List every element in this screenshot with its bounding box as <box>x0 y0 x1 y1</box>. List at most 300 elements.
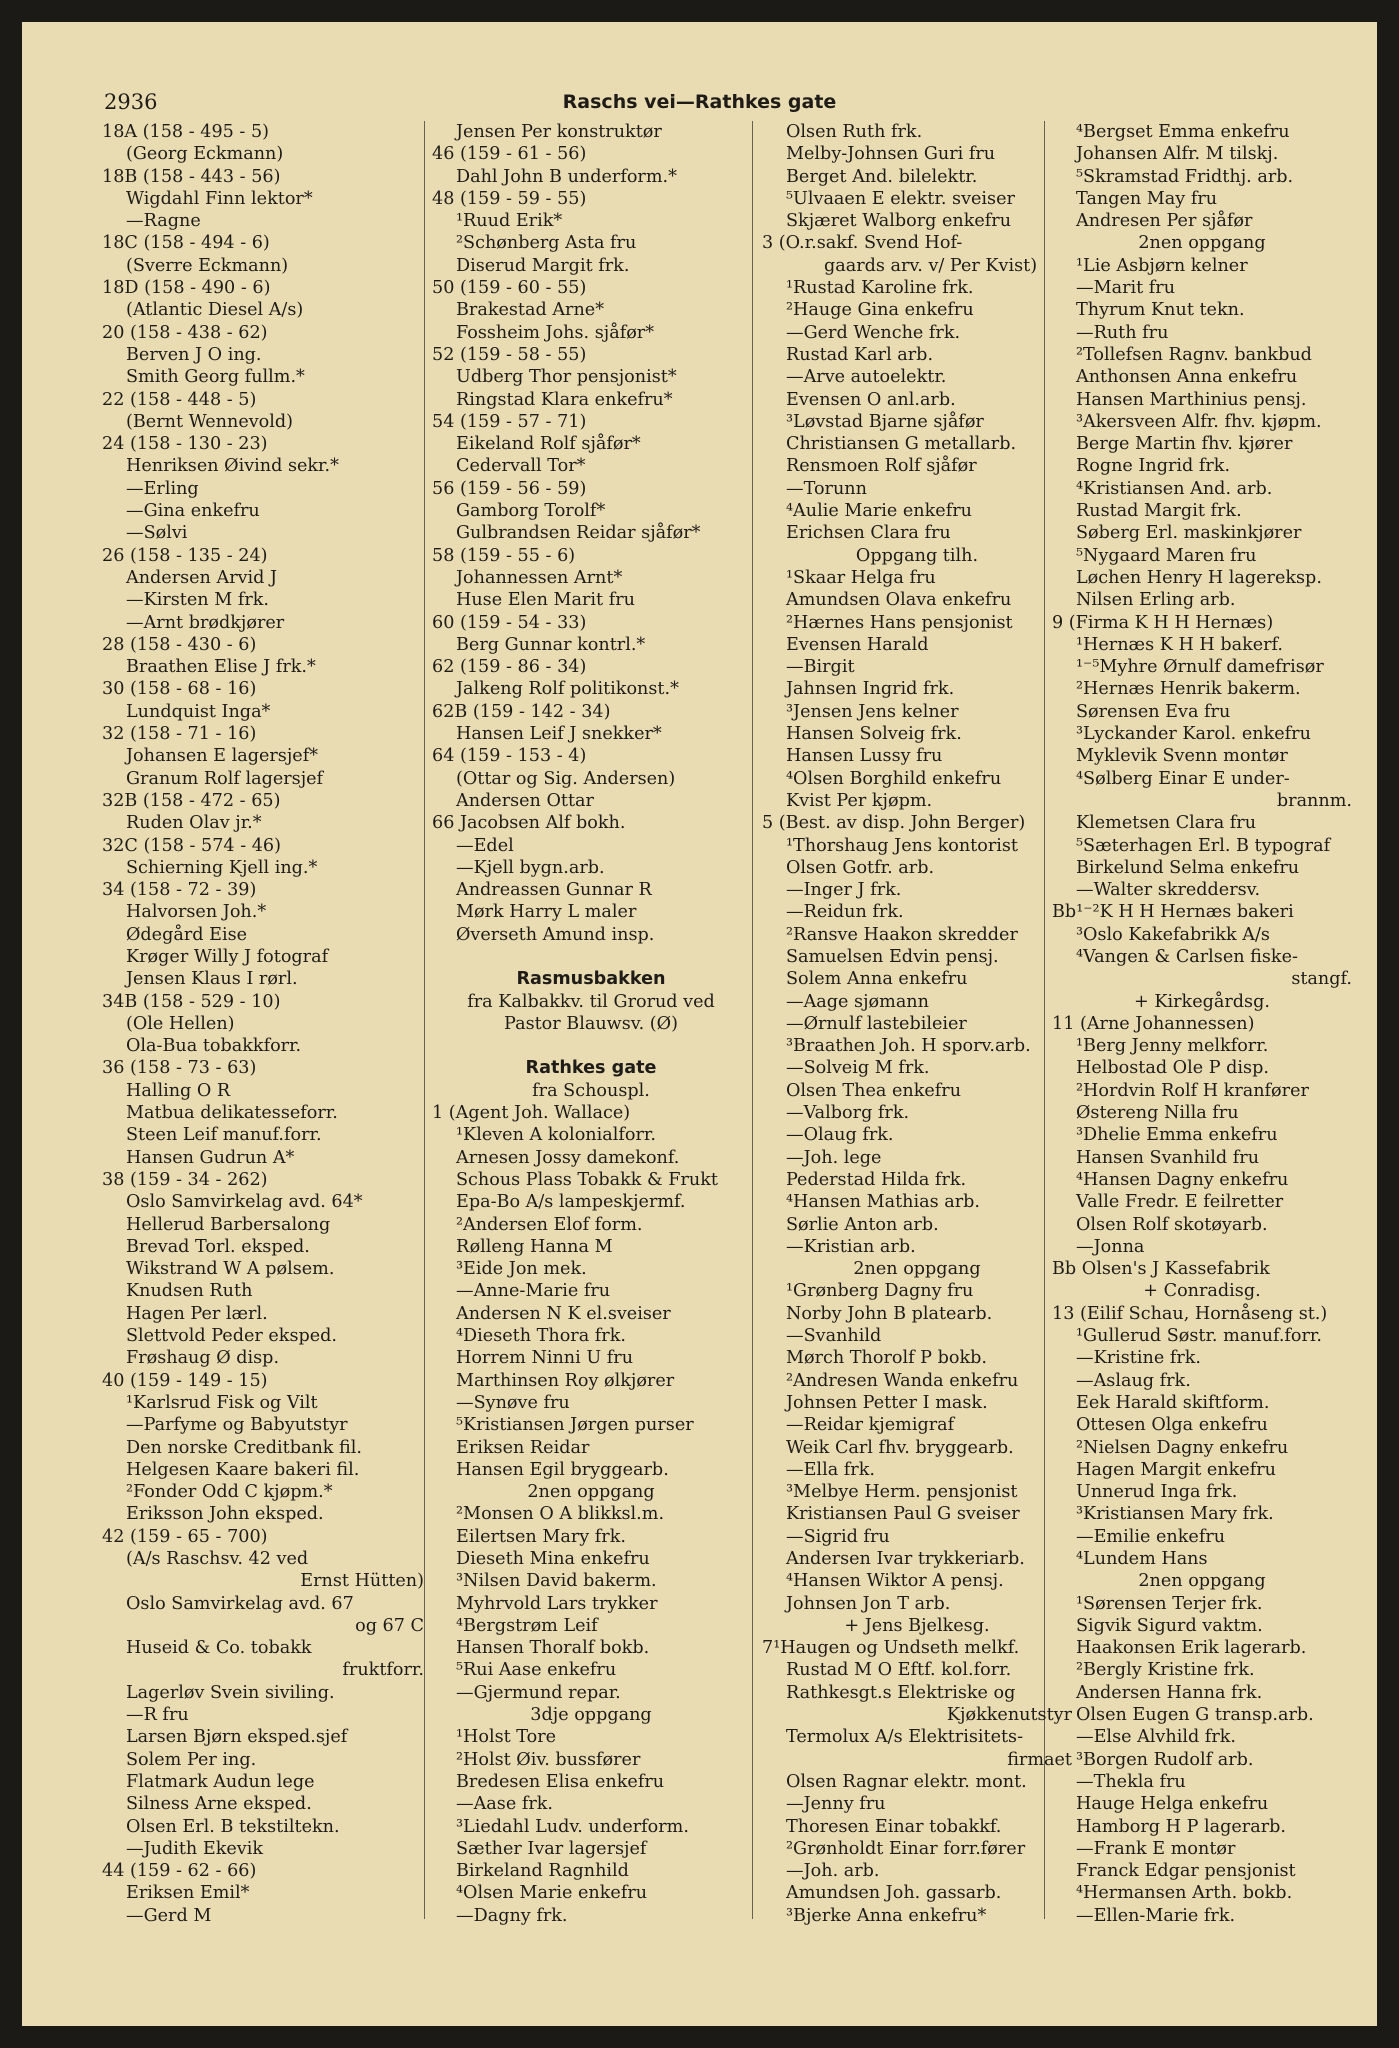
directory-line: Øverseth Amund insp. <box>456 924 655 945</box>
directory-line: Rølleng Hanna M <box>456 1236 613 1257</box>
directory-line: ²Grønholdt Einar forr.fører <box>786 1838 1026 1859</box>
directory-line: Myklevik Svenn montør <box>1076 746 1288 767</box>
directory-line: Dieseth Mina enkefru <box>456 1549 650 1569</box>
directory-line: ³Jensen Jens kelner <box>786 701 959 722</box>
directory-line: ¹Kleven A kolonialforr. <box>456 1125 656 1146</box>
directory-line: Andersen Ottar <box>456 790 594 811</box>
address-entry: 18D (158 - 490 - 6) <box>102 278 271 299</box>
directory-line: Eikeland Rolf sjåfør* <box>456 434 641 455</box>
directory-line: Schierning Kjell ing.* <box>126 857 318 878</box>
directory-line: —Ellen-Marie frk. <box>1076 1905 1236 1926</box>
directory-line: ⁵Sæterhagen Erl. B typograf <box>1076 835 1331 856</box>
directory-line: og 67 C <box>355 1615 424 1636</box>
street-heading: Rasmusbakken <box>516 969 666 990</box>
directory-line: Anthonsen Anna enkefru <box>1076 367 1298 388</box>
directory-line: Ola-Bua tobakkforr. <box>126 1036 302 1057</box>
directory-line: Oslo Samvirkelag avd. 64* <box>126 1192 363 1213</box>
directory-line: Halvorsen Joh.* <box>126 902 267 923</box>
directory-line: —Svanhild <box>786 1326 882 1347</box>
directory-line: ⁵Skramstad Fridthj. arb. <box>1076 166 1294 187</box>
address-entry: 7¹Haugen og Undseth melkf. <box>762 1638 1020 1659</box>
directory-line: —Thekla fru <box>1076 1771 1186 1792</box>
directory-line: 2nen oppgang <box>1138 233 1266 254</box>
directory-line: ⁴Lundem Hans <box>1076 1549 1208 1569</box>
directory-line: —Jonna <box>1076 1236 1145 1257</box>
directory-line: Johannessen Arnt* <box>456 567 623 588</box>
directory-line: fruktforr. <box>342 1660 424 1681</box>
directory-line: ²Holst Øiv. bussfører <box>456 1749 641 1770</box>
address-entry: 26 (158 - 135 - 24) <box>102 545 268 566</box>
directory-line: ¹Lie Asbjørn kelner <box>1076 255 1248 276</box>
directory-line: Matbua delikatesseforr. <box>126 1103 338 1124</box>
directory-line: —Arnt brødkjører <box>126 612 285 633</box>
directory-line: Solem Anna enkefru <box>786 969 968 990</box>
directory-line: —Dagny frk. <box>456 1905 568 1926</box>
directory-line: 3dje oppgang <box>530 1705 652 1726</box>
directory-line: Larsen Bjørn eksped.sjef <box>126 1727 348 1748</box>
column-1 <box>102 121 424 1927</box>
directory-line: (Atlantic Diesel A/s) <box>126 300 304 321</box>
directory-line: ²Nielsen Dagny enkefru <box>1076 1437 1289 1458</box>
directory-line: ²Andresen Wanda enkefru <box>786 1370 1019 1391</box>
address-entry: 60 (159 - 54 - 33) <box>432 612 587 633</box>
address-entry: 64 (159 - 153 - 4) <box>432 746 587 767</box>
directory-line: —Sigrid fru <box>786 1526 890 1547</box>
directory-line: —Kristine frk. <box>1076 1348 1202 1369</box>
directory-line: Olsen Erl. B tekstiltekn. <box>126 1816 340 1837</box>
directory-line: Weik Carl fhv. bryggearb. <box>786 1437 1014 1458</box>
directory-line: Udberg Thor pensjonist* <box>456 367 677 388</box>
directory-line: Kjøkkenutstyr <box>946 1705 1072 1726</box>
directory-line: Steen Leif manuf.forr. <box>126 1125 322 1146</box>
directory-line: —Solveig M frk. <box>786 1058 930 1079</box>
directory-line: Olsen Ragnar elektr. mont. <box>786 1771 1027 1792</box>
directory-line: Birkeland Ragnhild <box>456 1861 629 1882</box>
directory-line: Silness Arne eksped. <box>126 1794 312 1815</box>
address-entry: 46 (159 - 61 - 56) <box>432 144 587 165</box>
directory-line: ⁵Kristiansen Jørgen purser <box>456 1415 694 1436</box>
address-entry: 30 (158 - 68 - 16) <box>102 679 257 700</box>
directory-line: ¹Skaar Helga fru <box>786 567 936 588</box>
directory-line: ⁴Hermansen Arth. bokb. <box>1076 1883 1293 1904</box>
address-entry: 50 (159 - 60 - 55) <box>432 278 587 299</box>
directory-line: —Synøve fru <box>456 1392 570 1413</box>
directory-line: Wikstrand W A pølsem. <box>126 1259 335 1280</box>
directory-line: Hansen Svanhild fru <box>1076 1147 1260 1168</box>
column-3 <box>762 121 1072 1927</box>
directory-line: Berg Gunnar kontrl.* <box>456 634 646 655</box>
directory-line: Epa-Bo A/s lampeskjermf. <box>456 1192 686 1213</box>
directory-line: —R fru <box>126 1705 189 1726</box>
directory-line: ¹Grønberg Dagny fru <box>786 1281 974 1302</box>
address-entry: Bb¹⁻²K H H Hernæs bakeri <box>1052 902 1294 923</box>
directory-line: ⁴Bergstrøm Leif <box>456 1615 598 1636</box>
directory-line: —Aase frk. <box>456 1794 553 1815</box>
directory-line: Sørensen Eva fru <box>1076 701 1231 722</box>
directory-line: —Joh. lege <box>786 1147 882 1168</box>
directory-line: Norby John B platearb. <box>786 1303 993 1324</box>
directory-line: Brakestad Arne* <box>456 300 605 321</box>
directory-line: —Anne-Marie fru <box>456 1281 611 1302</box>
directory-line: ³Løvstad Bjarne sjåfør <box>786 411 984 432</box>
directory-line: Hagen Per lærl. <box>126 1303 268 1324</box>
directory-line: Ottesen Olga enkefru <box>1076 1415 1268 1436</box>
directory-line: ⁴Hansen Dagny enkefru <box>1076 1169 1289 1190</box>
address-entry: 24 (158 - 130 - 23) <box>102 434 268 455</box>
directory-line: Berget And. bilelektr. <box>786 166 978 187</box>
address-entry: 52 (159 - 58 - 55) <box>432 344 587 365</box>
directory-line: Rustad Margit frk. <box>1076 501 1242 522</box>
directory-line: Jensen Per konstruktør <box>456 122 662 142</box>
directory-line: ³Eide Jon mek. <box>456 1259 587 1280</box>
address-entry: 32C (158 - 574 - 46) <box>102 835 281 856</box>
directory-line: Arnesen Jossy damekonf. <box>456 1147 680 1168</box>
directory-line: Franck Edgar pensjonist <box>1076 1861 1296 1882</box>
directory-line: Klemetsen Clara fru <box>1076 813 1257 834</box>
directory-line: ²Hærnes Hans pensjonist <box>786 612 1013 633</box>
directory-line: ²Andersen Elof form. <box>456 1214 643 1235</box>
address-entry: 56 (159 - 56 - 59) <box>432 478 587 499</box>
directory-line: Birkelund Selma enkefru <box>1076 857 1300 878</box>
directory-line: Evensen O anl.arb. <box>786 389 956 410</box>
directory-line: Østereng Nilla fru <box>1076 1103 1239 1124</box>
directory-line: —Frank E montør <box>1076 1838 1236 1859</box>
directory-line: + Conradisg. <box>1143 1281 1261 1302</box>
page-header: Raschs vei—Rathkes gate <box>562 91 837 113</box>
address-entry: 54 (159 - 57 - 71) <box>432 411 587 432</box>
directory-line: Oslo Samvirkelag avd. 67 <box>126 1593 354 1614</box>
directory-line: ³Liedahl Ludv. underform. <box>456 1816 689 1837</box>
directory-line: Flatmark Audun lege <box>126 1771 315 1792</box>
directory-line: ¹Sørensen Terjer frk. <box>1076 1593 1263 1614</box>
directory-line: Smith Georg fullm.* <box>126 367 305 388</box>
directory-line: Søberg Erl. maskinkjører <box>1076 523 1302 544</box>
directory-line: —Judith Ekevik <box>126 1838 264 1859</box>
address-entry: 18B (158 - 443 - 56) <box>102 166 281 187</box>
directory-line: ¹⁻⁵Myhre Ørnulf damefrisør <box>1076 657 1324 678</box>
directory-line: brannm. <box>1276 790 1352 811</box>
address-entry: 62B (159 - 142 - 34) <box>432 701 611 722</box>
directory-line: Marthinsen Roy ølkjører <box>456 1370 675 1391</box>
directory-line: 2nen oppgang <box>527 1482 655 1503</box>
directory-line: —Ørnulf lastebileier <box>786 1013 967 1034</box>
directory-line: stangf. <box>1291 969 1352 990</box>
directory-line: Hellerud Barbersalong <box>126 1214 331 1235</box>
directory-line: ²Bergly Kristine frk. <box>1076 1660 1255 1681</box>
directory-line <box>432 1035 750 1057</box>
directory-line: ¹Rustad Karoline frk. <box>786 278 974 299</box>
directory-line: Olsen Gotfr. arb. <box>786 857 935 878</box>
directory-line: Evensen Harald <box>786 634 929 655</box>
directory-line: —Inger J frk. <box>786 880 902 901</box>
directory-line: ²Monsen O A blikksl.m. <box>456 1504 665 1525</box>
directory-line: Kristiansen Paul G sveiser <box>786 1504 1020 1525</box>
directory-line: —Gina enkefru <box>126 501 260 522</box>
column-rule <box>752 121 753 1919</box>
directory-line: ²Hauge Gina enkefru <box>786 300 974 321</box>
directory-line: —Ella frk. <box>786 1459 875 1480</box>
directory-line: Eriksen Reidar <box>456 1437 590 1458</box>
directory-line: Pastor Blauwsv. (Ø) <box>504 1013 678 1034</box>
directory-line: Eek Harald skiftform. <box>1076 1392 1270 1413</box>
directory-line: Rogne Ingrid frk. <box>1076 456 1231 477</box>
directory-line: Hansen Solveig frk. <box>786 724 962 745</box>
directory-line: ³Lyckander Karol. enkefru <box>1076 724 1311 745</box>
directory-line: —Reidun frk. <box>786 902 904 923</box>
address-entry: 32 (158 - 71 - 16) <box>102 724 257 745</box>
directory-line: —Arve autoelektr. <box>786 367 947 388</box>
directory-line: Henriksen Øivind sekr.* <box>126 456 339 477</box>
directory-line: Den norske Creditbank fil. <box>126 1437 363 1458</box>
directory-line: ¹Gullerud Søstr. manuf.forr. <box>1076 1326 1323 1347</box>
directory-line: —Valborg frk. <box>786 1103 910 1124</box>
directory-line: ⁴Olsen Marie enkefru <box>456 1883 648 1904</box>
directory-line: ¹Hernæs K H H bakerf. <box>1076 634 1284 655</box>
directory-line: (Georg Eckmann) <box>126 144 284 165</box>
directory-line: Andersen Arvid J <box>126 567 278 588</box>
directory-line: ⁵Nygaard Maren fru <box>1076 545 1257 566</box>
directory-line: Horrem Ninni U fru <box>456 1348 634 1369</box>
directory-line: Sigvik Sigurd vaktm. <box>1076 1615 1263 1636</box>
directory-line: Jalkeng Rolf politikonst.* <box>456 679 679 700</box>
directory-line: Andersen Hanna frk. <box>1076 1682 1263 1703</box>
directory-line: ³Melbye Herm. pensjonist <box>786 1482 1018 1503</box>
street-heading: Rathkes gate <box>525 1058 657 1079</box>
directory-line: —Else Alvhild frk. <box>1076 1727 1236 1748</box>
directory-line: Myhrvold Lars trykker <box>456 1593 658 1614</box>
directory-line: Erichsen Clara fru <box>786 523 951 544</box>
directory-line: Huseid & Co. tobakk <box>126 1638 312 1659</box>
directory-line: Andresen Per sjåfør <box>1076 211 1253 232</box>
directory-line: —Walter skreddersv. <box>1076 880 1261 901</box>
directory-line: Brevad Torl. eksped. <box>126 1236 310 1257</box>
directory-line: ³Dhelie Emma enkefru <box>1076 1125 1278 1146</box>
address-entry: 9 (Firma K H H Hernæs) <box>1052 612 1274 633</box>
directory-line: Oppgang tilh. <box>855 545 979 566</box>
directory-line: —Erling <box>126 478 199 499</box>
directory-line: Termolux A/s Elektrisitets- <box>786 1727 1024 1748</box>
directory-line: Tangen May fru <box>1076 188 1218 209</box>
address-entry: 1 (Agent Joh. Wallace) <box>432 1103 631 1124</box>
address-entry: 58 (159 - 55 - 6) <box>432 545 576 566</box>
directory-line: Olsen Rolf skotøyarb. <box>1076 1214 1268 1235</box>
directory-line: —Gerd M <box>126 1905 212 1926</box>
directory-line <box>432 946 750 968</box>
directory-line: Knudsen Ruth <box>126 1281 253 1302</box>
directory-line: Johnsen Jon T arb. <box>786 1593 951 1614</box>
directory-line: Amundsen Olava enkefru <box>786 590 1012 611</box>
directory-line: ²Ransve Haakon skredder <box>786 924 1018 945</box>
directory-line: ¹Berg Jenny melkforr. <box>1076 1036 1269 1057</box>
directory-line: Skjæret Walborg enkefru <box>786 211 1012 232</box>
address-entry: 5 (Best. av disp. John Berger) <box>762 813 1026 834</box>
address-entry: 20 (158 - 438 - 62) <box>102 322 268 343</box>
directory-line: Eriksson John eksped. <box>126 1504 324 1525</box>
directory-line: —Aage sjømann <box>786 991 929 1012</box>
directory-line: —Emilie enkefru <box>1076 1526 1226 1547</box>
directory-line: Andersen Ivar trykkeriarb. <box>786 1549 1025 1569</box>
directory-line: Olsen Ruth frk. <box>786 122 923 142</box>
directory-line: ³Bjerke Anna enkefru* <box>786 1905 987 1926</box>
directory-line: ²Schønberg Asta fru <box>456 233 637 254</box>
directory-line: Thyrum Knut tekn. <box>1076 300 1245 321</box>
directory-line: Nilsen Erling arb. <box>1076 590 1236 611</box>
directory-line: ³Oslo Kakefabrikk A/s <box>1076 924 1270 945</box>
directory-line: ⁴Hansen Mathias arb. <box>786 1192 980 1213</box>
directory-line: Hansen Gudrun A* <box>126 1147 295 1168</box>
directory-page <box>22 22 1377 2026</box>
directory-line: Hamborg H P lagerarb. <box>1076 1816 1286 1837</box>
directory-line: Jensen Klaus I rørl. <box>126 969 298 990</box>
directory-line: Helgesen Kaare bakeri fil. <box>126 1459 360 1480</box>
directory-line: Eriksen Emil* <box>126 1883 250 1904</box>
address-entry: 44 (159 - 62 - 66) <box>102 1861 257 1882</box>
directory-line: Hansen Marthinius pensj. <box>1076 389 1307 410</box>
address-entry: 34B (158 - 529 - 10) <box>102 991 281 1012</box>
directory-line: Diserud Margit frk. <box>456 255 630 276</box>
column-4 <box>1052 121 1352 1927</box>
page-number: 2936 <box>104 90 158 114</box>
directory-line: Johansen E lagersjef* <box>126 746 319 767</box>
directory-line: Hansen Lussy fru <box>786 746 943 767</box>
address-entry: 3 (O.r.sakf. Svend Hof- <box>762 233 963 254</box>
directory-line: Cedervall Tor* <box>456 456 586 477</box>
directory-line: fra Schouspl. <box>532 1080 650 1101</box>
directory-line: ⁵Ulvaaen E elektr. sveiser <box>786 188 1015 209</box>
directory-line: ¹Thorshaug Jens kontorist <box>786 835 1018 856</box>
directory-line: Braathen Elise J frk.* <box>126 657 316 678</box>
directory-line: —Ruth fru <box>1076 322 1169 343</box>
directory-line: ⁴Vangen & Carlsen fiske- <box>1076 946 1298 967</box>
column-2 <box>432 121 750 1927</box>
directory-line: Lagerløv Svein siviling. <box>126 1682 335 1703</box>
address-entry: 18C (158 - 494 - 6) <box>102 233 270 254</box>
directory-line: Gamborg Torolf* <box>456 501 606 522</box>
directory-line: + Kirkegårdsg. <box>1134 991 1270 1012</box>
directory-line: Helbostad Ole P disp. <box>1076 1058 1269 1079</box>
directory-line: ⁴Dieseth Thora frk. <box>456 1326 626 1347</box>
directory-line: (Ole Hellen) <box>126 1013 235 1034</box>
address-entry: 32B (158 - 472 - 65) <box>102 790 281 811</box>
directory-line: Mørk Harry L maler <box>456 902 637 923</box>
directory-line: Mørch Thorolf P bokb. <box>786 1348 987 1369</box>
directory-line: ²Hordvin Rolf H kranfører <box>1076 1080 1309 1101</box>
directory-line: Andersen N K el.sveiser <box>456 1303 671 1324</box>
directory-line: ⁴Bergset Emma enkefru <box>1076 122 1290 142</box>
directory-line: Unnerud Inga frk. <box>1076 1482 1238 1503</box>
directory-line: Kvist Per kjøpm. <box>786 790 933 811</box>
directory-line: Rustad M O Eftf. kol.forr. <box>786 1660 1012 1681</box>
directory-line: Sæther Ivar lagersjef <box>456 1838 647 1859</box>
directory-line: Rensmoen Rolf sjåfør <box>786 456 977 477</box>
directory-line: Pederstad Hilda frk. <box>786 1169 967 1190</box>
directory-line: (Bernt Wennevold) <box>126 411 294 432</box>
address-entry: 13 (Eilif Schau, Hornåseng st.) <box>1052 1303 1328 1324</box>
directory-line: firmaet <box>1007 1749 1072 1770</box>
directory-line: fra Kalbakkv. til Grorud ved <box>467 991 715 1012</box>
directory-line: ⁵Rui Aase enkefru <box>456 1660 617 1681</box>
directory-line: —Sølvi <box>126 523 188 544</box>
directory-line: ³Borgen Rudolf arb. <box>1076 1749 1254 1770</box>
directory-line: Olsen Eugen G transp.arb. <box>1076 1705 1314 1726</box>
directory-line: Ødegård Eise <box>126 924 248 945</box>
directory-line: Eilertsen Mary frk. <box>456 1526 626 1547</box>
directory-line: Berge Martin fhv. kjører <box>1076 434 1293 455</box>
directory-line: —Joh. arb. <box>786 1861 880 1882</box>
directory-line: Schous Plass Tobakk & Frukt <box>456 1169 718 1190</box>
address-entry: 22 (158 - 448 - 5) <box>102 389 257 410</box>
directory-line: Solem Per ing. <box>126 1749 257 1770</box>
directory-line: Olsen Thea enkefru <box>786 1080 962 1101</box>
directory-line: (A/s Raschsv. 42 ved <box>126 1549 309 1569</box>
directory-line: —Gjermund repar. <box>456 1682 621 1703</box>
directory-line: Hansen Thoralf bokb. <box>456 1638 650 1659</box>
directory-line: Ernst Hütten) <box>300 1571 424 1592</box>
directory-line: ⁴Kristiansen And. arb. <box>1076 478 1273 499</box>
directory-line: gaards arv. v/ Per Kvist) <box>824 255 1038 276</box>
directory-line: Bredesen Elisa enkefru <box>456 1771 665 1792</box>
directory-line: —Marit fru <box>1076 278 1176 299</box>
directory-line: Amundsen Joh. gassarb. <box>786 1883 1002 1904</box>
directory-line: ⁴Aulie Marie enkefru <box>786 501 972 522</box>
address-entry: 62 (159 - 86 - 34) <box>432 657 587 678</box>
directory-line: ⁴Hansen Wiktor A pensj. <box>786 1571 1004 1592</box>
directory-line: Huse Elen Marit fru <box>456 590 635 611</box>
address-entry: 36 (158 - 73 - 63) <box>102 1058 257 1079</box>
directory-line: ¹Holst Tore <box>456 1727 557 1748</box>
directory-line: Halling O R <box>126 1080 231 1101</box>
address-entry: 66 Jacobsen Alf bokh. <box>432 813 626 834</box>
directory-line: —Torunn <box>786 478 867 499</box>
directory-line: ³Kristiansen Mary frk. <box>1076 1504 1274 1525</box>
directory-line: Gulbrandsen Reidar sjåfør* <box>456 523 701 544</box>
directory-line: Hauge Helga enkefru <box>1076 1794 1269 1815</box>
directory-line: ⁴Olsen Borghild enkefru <box>786 768 1002 789</box>
directory-line: ²Fonder Odd C kjøpm.* <box>126 1482 333 1503</box>
directory-line: Hansen Leif J snekker* <box>456 724 662 745</box>
directory-line: ¹Karlsrud Fisk og Vilt <box>126 1392 318 1413</box>
directory-line: Melby-Johnsen Guri fru <box>786 144 996 165</box>
directory-line: Ruden Olav jr.* <box>126 813 262 834</box>
directory-line: ⁴Sølberg Einar E under- <box>1076 768 1290 789</box>
directory-line: ³Akersveen Alfr. fhv. kjøpm. <box>1076 411 1322 432</box>
address-entry: 18A (158 - 495 - 5) <box>102 122 270 142</box>
directory-line: Granum Rolf lagersjef <box>126 768 324 789</box>
directory-line: (Sverre Eckmann) <box>126 255 289 276</box>
directory-line: ²Tollefsen Ragnv. bankbud <box>1076 344 1312 365</box>
directory-line: Lundquist Inga* <box>126 701 271 722</box>
directory-line: Christiansen G metallarb. <box>786 434 1017 455</box>
directory-line: Hansen Egil bryggearb. <box>456 1459 669 1480</box>
directory-line: Berven J O ing. <box>126 344 262 365</box>
directory-line: —Reidar kjemigraf <box>786 1415 955 1436</box>
directory-line: Samuelsen Edvin pensj. <box>786 946 999 967</box>
directory-line: —Ragne <box>126 211 201 232</box>
column-rule <box>424 121 425 1919</box>
directory-line: Ringstad Klara enkefru* <box>456 389 673 410</box>
directory-line: (Ottar og Sig. Andersen) <box>456 768 676 789</box>
directory-line: 2nen oppgang <box>853 1259 981 1280</box>
directory-line: —Birgit <box>786 657 855 678</box>
directory-line: Haakonsen Erik lagerarb. <box>1076 1638 1307 1659</box>
directory-line: —Gerd Wenche frk. <box>786 322 961 343</box>
directory-line: —Kjell bygn.arb. <box>456 857 605 878</box>
directory-line: Fossheim Johs. sjåfør* <box>456 322 655 343</box>
directory-line: —Parfyme og Babyutstyr <box>126 1415 348 1436</box>
directory-line: ³Nilsen David bakerm. <box>456 1571 657 1592</box>
address-entry: 48 (159 - 59 - 55) <box>432 188 587 209</box>
directory-line: Rathkesgt.s Elektriske og <box>786 1682 1016 1703</box>
